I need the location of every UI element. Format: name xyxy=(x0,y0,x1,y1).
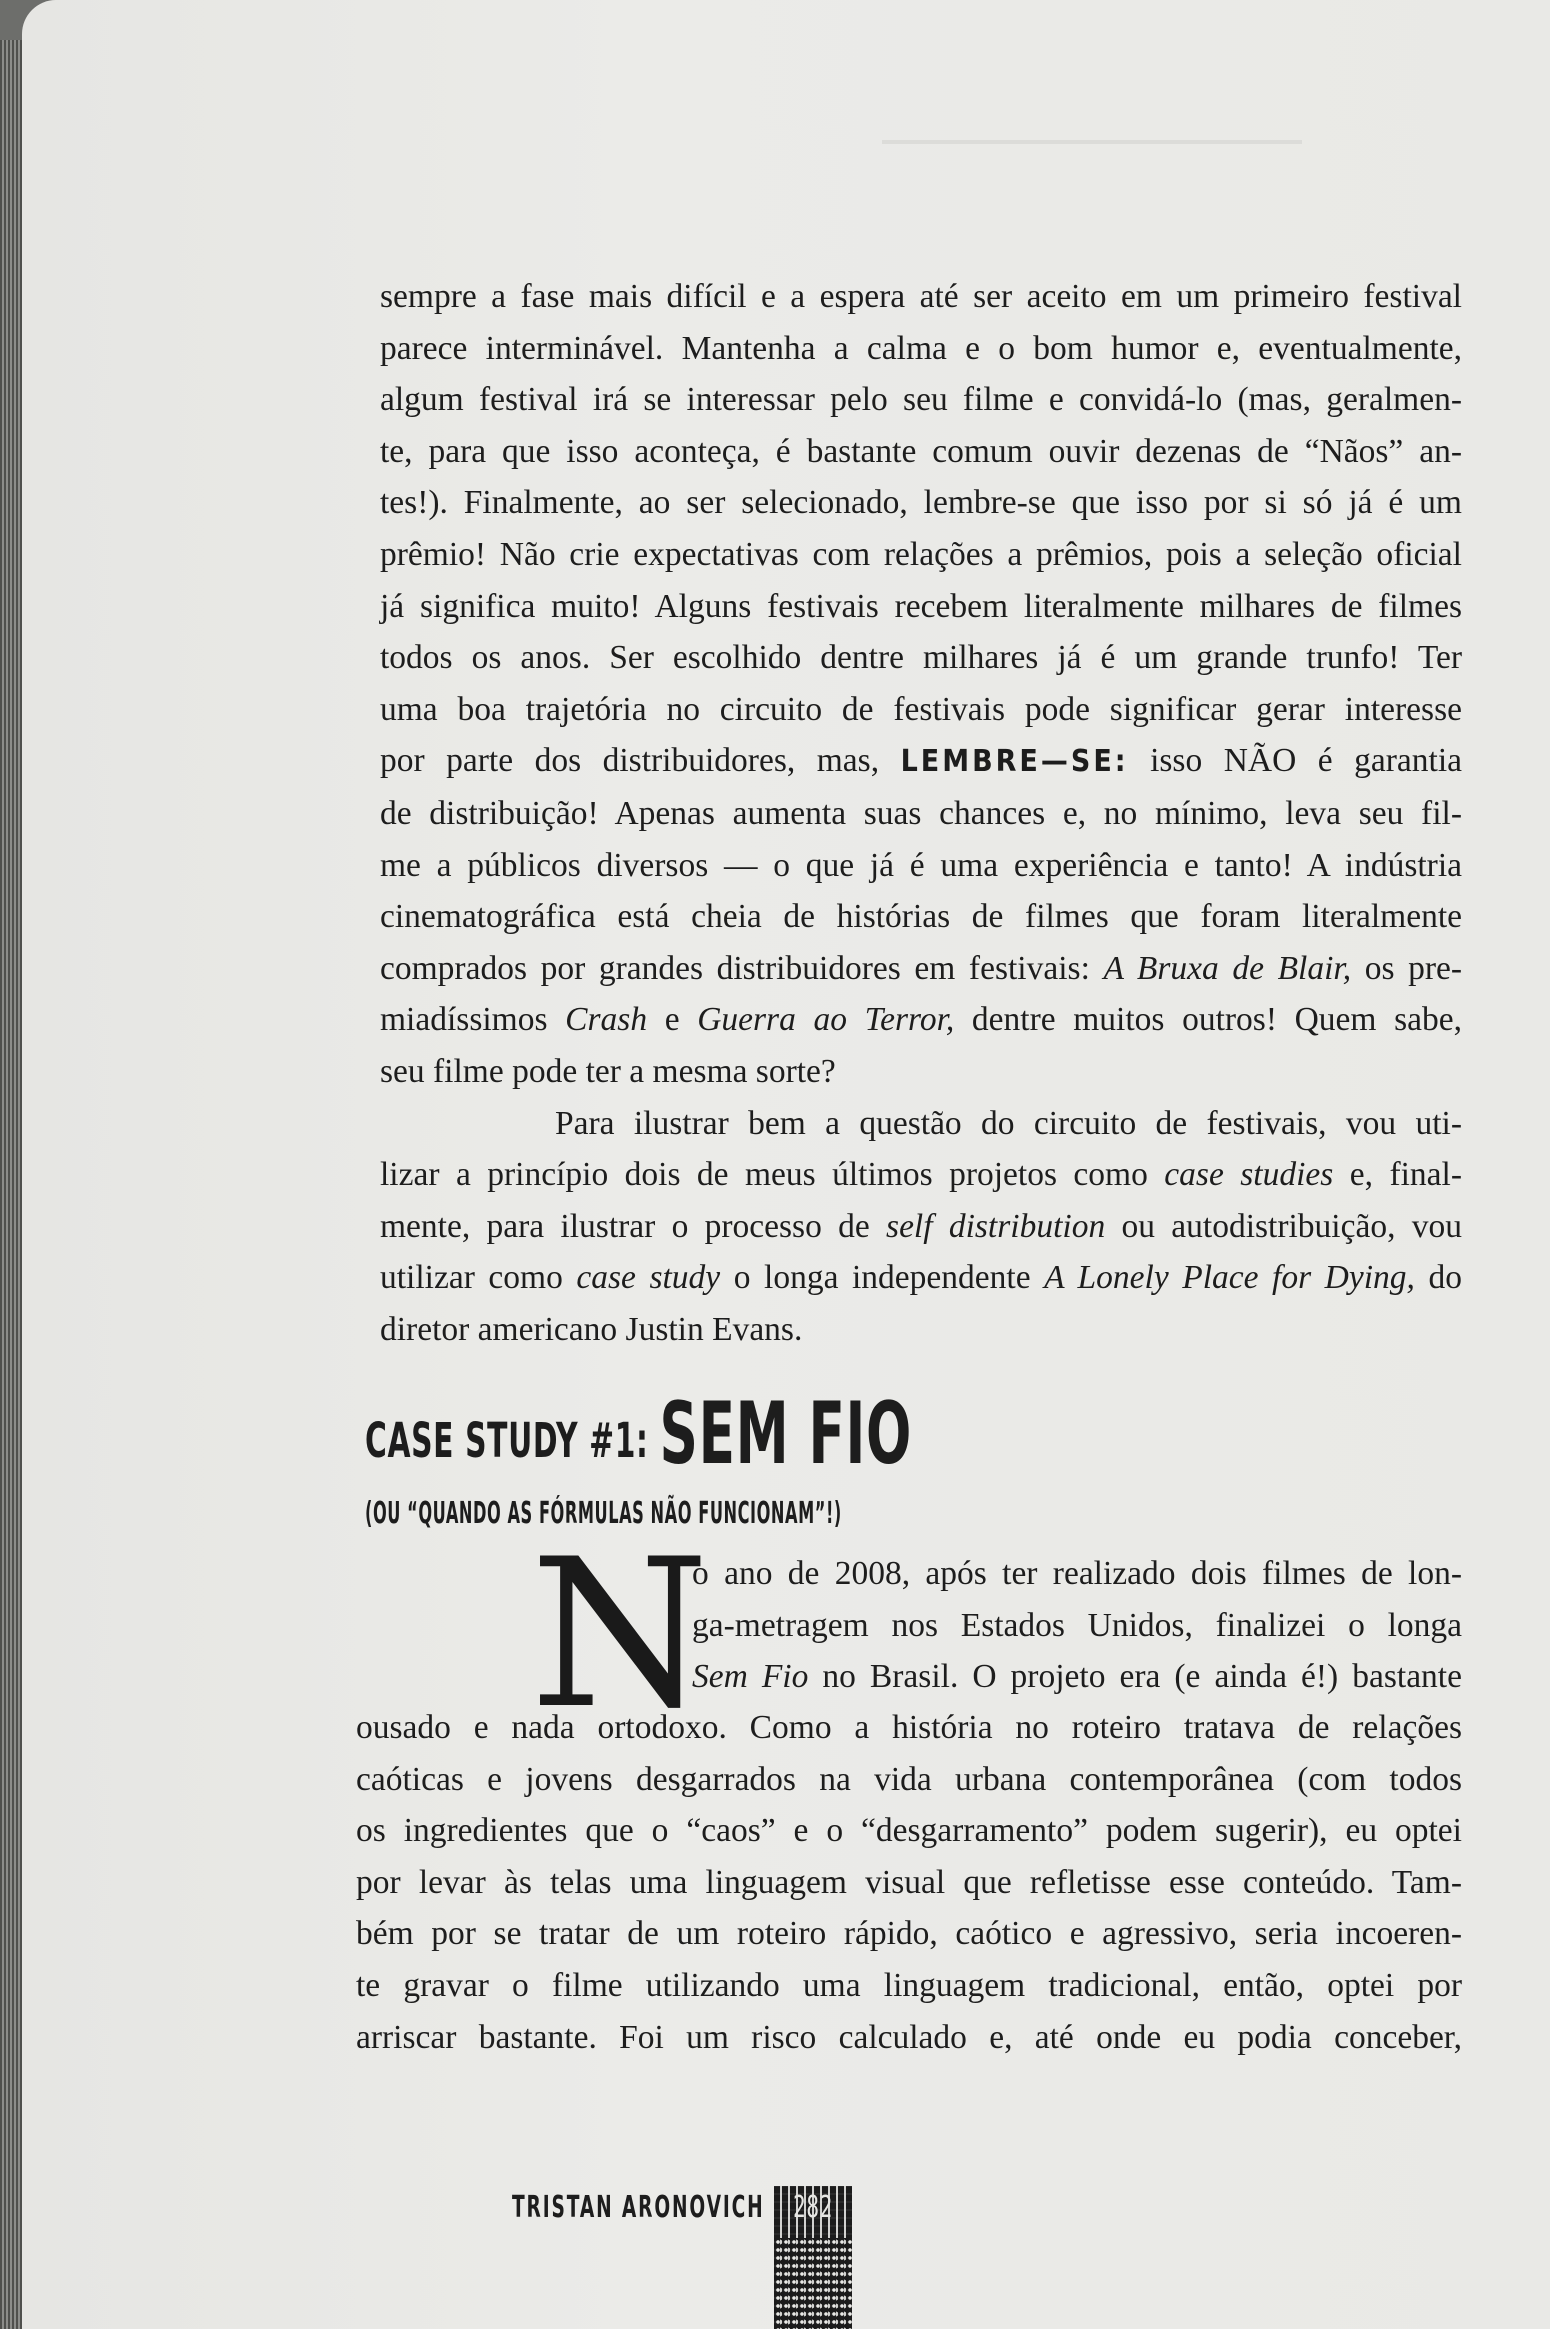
text-line: ga-metragem nos Estados Unidos, finalizei o longa xyxy=(692,1606,1462,1644)
film-title: Crash xyxy=(565,1001,648,1039)
text-line xyxy=(380,994,1462,1046)
italic-term: self distribution xyxy=(886,1207,1106,1245)
text-line: sempre a fase mais difícil e a espera até ser aceito em um primeiro festival xyxy=(380,278,1462,315)
text-line: te gravar o filme utilizando uma linguagem tradicional, então, optei por xyxy=(356,1966,1462,2004)
text-line: arriscar bastante. Foi um risco calculado e, até onde eu podia conceber, xyxy=(356,2018,1462,2056)
page-number: 282 xyxy=(792,2190,834,2225)
heading-main xyxy=(365,1384,912,1484)
text-line: já significa muito! Alguns festivais recebem literalmente milhares de filmes xyxy=(380,587,1462,625)
text-line: todos os anos. Ser escolhido dentre milhares já é um grande trunfo! Ter xyxy=(380,639,1462,677)
text-segment: e xyxy=(664,1001,680,1039)
text-line: por levar às telas uma linguagem visual que refletisse esse conteúdo. Tam- xyxy=(356,1863,1462,1901)
text-segment: utilizar como xyxy=(380,1259,563,1297)
text-line xyxy=(380,1201,1462,1253)
text-line: cinematográfica está cheia de histórias de filmes que foram literalmente xyxy=(380,898,1462,936)
film-title: A Lonely Place for Dying, xyxy=(1044,1259,1415,1297)
text-line: ousado e nada ortodoxo. Como a história no roteiro tratava de relações xyxy=(356,1709,1462,1746)
text-line: bém por se tratar de um roteiro rápido, caótico e agressivo, seria incoeren- xyxy=(356,1915,1462,1953)
text-line: Para ilustrar bem a questão do circuito de festivais, vou uti- xyxy=(555,1104,1462,1142)
text-segment: miadíssimos xyxy=(380,1001,548,1039)
text-line: uma boa trajetória no circuito de festivais pode significar gerar interesse xyxy=(380,690,1462,728)
drop-cap: N xyxy=(530,1516,710,1754)
text-line: algum festival irá se interessar pelo seu filme e convidá-lo (mas, geralmen- xyxy=(380,381,1462,419)
text-line: diretor americano Justin Evans. xyxy=(380,1310,803,1348)
text-line xyxy=(380,943,1462,995)
text-line: seu filme pode ter a mesma sorte? xyxy=(380,1052,836,1090)
film-title: Sem Fio xyxy=(692,1658,809,1696)
text-line: te, para que isso aconteça, é bastante comum ouvir dezenas de “Nãos” an- xyxy=(380,432,1462,470)
text-segment: o longa independente xyxy=(733,1259,1031,1297)
text-line: parece interminável. Mantenha a calma e o bom humor e, eventualmente, xyxy=(380,329,1462,367)
text-segment: no Brasil. O projeto era (e ainda é!) bastante xyxy=(822,1658,1462,1696)
text-line: tes!). Finalmente, ao ser selecionado, lembre-se que isso por si só já é um xyxy=(380,484,1462,522)
text-line xyxy=(380,1149,1462,1201)
text-line xyxy=(380,1252,1462,1304)
text-segment: por parte dos distribuidores, mas, xyxy=(380,742,880,780)
text-line xyxy=(380,735,1462,788)
text-segment: mente, para ilustrar o processo de xyxy=(380,1207,870,1245)
text-line: caóticas e jovens desgarrados na vida urbana contemporânea (com todos xyxy=(356,1760,1462,1798)
text-line xyxy=(692,1651,1462,1703)
film-title: Guerra ao Terror, xyxy=(697,1001,955,1039)
heading-subtitle: (OU “QUANDO AS FÓRMULAS NÃO FUNCIONAM”!) xyxy=(365,1496,842,1531)
text-line: me a públicos diversos — o que já é uma experiência e tanto! A indústria xyxy=(380,846,1462,884)
text-segment: ou autodistribuição, vou xyxy=(1121,1207,1463,1245)
text-line: de distribuição! Apenas aumenta suas chances e, no mínimo, leva seu fil- xyxy=(380,794,1462,832)
text-segment: lizar a princípio dois de meus últimos projetos como xyxy=(380,1156,1148,1194)
text-segment: e, final- xyxy=(1349,1156,1462,1194)
section-heading xyxy=(365,1384,1247,1531)
body-paragraph-1 xyxy=(380,271,1462,1355)
heading-prefix: CASE STUDY #1: xyxy=(365,1413,649,1469)
text-segment: comprados por grandes distribuidores em festivais: xyxy=(380,949,1090,987)
text-segment: isso NÃO é garantia xyxy=(1150,742,1463,780)
emphasis-lembre-se: LEMBRE—SE: xyxy=(900,744,1129,780)
italic-term: case studies xyxy=(1164,1156,1334,1194)
text-line: prêmio! Não crie expectativas com relações a prêmios, pois a seleção oficial xyxy=(380,535,1462,573)
dropcap-wrapped-lines xyxy=(692,1548,1462,1703)
body-paragraph-3 xyxy=(356,1702,1462,2063)
film-title: A Bruxa de Blair, xyxy=(1103,949,1352,987)
book-page-edges xyxy=(0,40,22,2329)
page-number-badge xyxy=(774,2186,852,2329)
bleed-through-mark xyxy=(882,140,1302,144)
text-segment: dentre muitos outros! Quem sabe, xyxy=(971,1001,1462,1039)
text-segment: do xyxy=(1428,1259,1462,1297)
text-line: os ingredientes que o “caos” e o “desgarramento” podem sugerir), eu optei xyxy=(356,1812,1462,1850)
text-segment: os pre- xyxy=(1364,949,1463,987)
heading-title: SEM FIO xyxy=(659,1384,912,1484)
footer-author: TRISTAN ARONOVICH xyxy=(512,2190,765,2225)
halftone-pattern xyxy=(774,2238,852,2329)
italic-term: case study xyxy=(576,1259,721,1297)
text-line: o ano de 2008, após ter realizado dois filmes de lon- xyxy=(692,1555,1462,1592)
